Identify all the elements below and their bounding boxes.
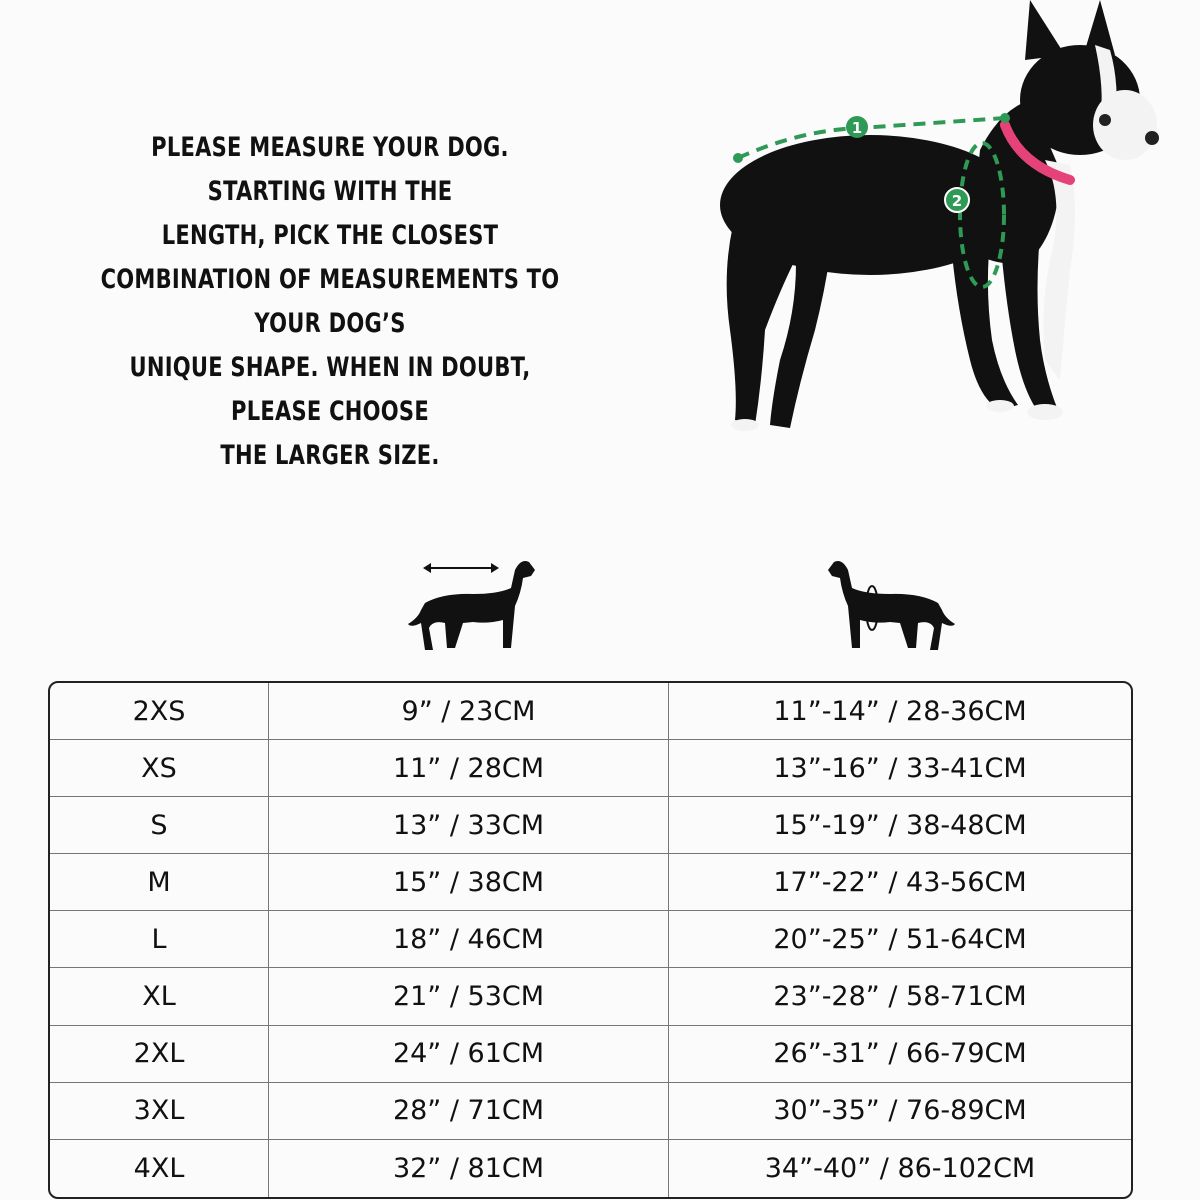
size-cell: 2XL [50,1026,269,1082]
chest-cell: 15”-19” / 38-48CM [773,809,1027,841]
table-row [50,1140,1131,1197]
length-cell: 32” / 81CM [269,1140,669,1197]
instruction-line: THE LARGER SIZE. [220,440,440,471]
length-cell: 21” / 53CM [269,968,669,1024]
chest-cell: 11”-14” / 28-36CM [773,695,1027,727]
table-row [50,683,1131,740]
table-row [50,1083,1131,1140]
chest-cell: 34”-40” / 86-102CM [764,1152,1036,1184]
measuring-instructions [96,126,564,478]
length-cell: 11” / 28CM [269,740,669,796]
instruction-line: COMBINATION OF MEASUREMENTS TO YOUR DOG’S [100,264,560,339]
size-cell: XS [50,740,269,796]
size-cell: XL [50,968,269,1024]
table-row [50,968,1131,1025]
instruction-line: LENGTH, PICK THE CLOSEST [161,220,499,251]
size-cell: 3XL [50,1083,269,1139]
size-cell: S [50,797,269,853]
table-row [50,797,1131,854]
chest-cell: 13”-16” / 33-41CM [773,752,1027,784]
dog-photo [700,0,1170,450]
chest-cell: 17”-22” / 43-56CM [773,866,1027,898]
dog-length-measure-icon [403,548,543,658]
size-cell: M [50,854,269,910]
chest-cell: 20”-25” / 51-64CM [773,923,1027,955]
length-cell: 13” / 33CM [269,797,669,853]
length-cell: 15” / 38CM [269,854,669,910]
marker-1-label: 1 [851,119,863,137]
chest-cell: 30”-35” / 76-89CM [773,1095,1027,1127]
table-row [50,740,1131,797]
size-cell: L [50,911,269,967]
table-row [50,854,1131,911]
length-cell: 9” / 23CM [269,683,669,739]
length-cell: 18” / 46CM [269,911,669,967]
length-cell: 28” / 71CM [269,1083,669,1139]
size-cell: 4XL [50,1140,269,1197]
table-row [50,1026,1131,1083]
table-row [50,911,1131,968]
size-table [48,681,1133,1199]
instruction-line: UNIQUE SHAPE. WHEN IN DOUBT, PLEASE CHOOSE [129,352,531,427]
dog-chest-measure-icon [820,548,960,658]
instruction-line: PLEASE MEASURE YOUR DOG. STARTING WITH THE [151,132,509,207]
marker-2-label: 2 [951,192,963,210]
size-cell: 2XS [50,683,269,739]
chest-cell: 26”-31” / 66-79CM [773,1038,1027,1070]
length-cell: 24” / 61CM [269,1026,669,1082]
chest-cell: 23”-28” / 58-71CM [773,981,1027,1013]
